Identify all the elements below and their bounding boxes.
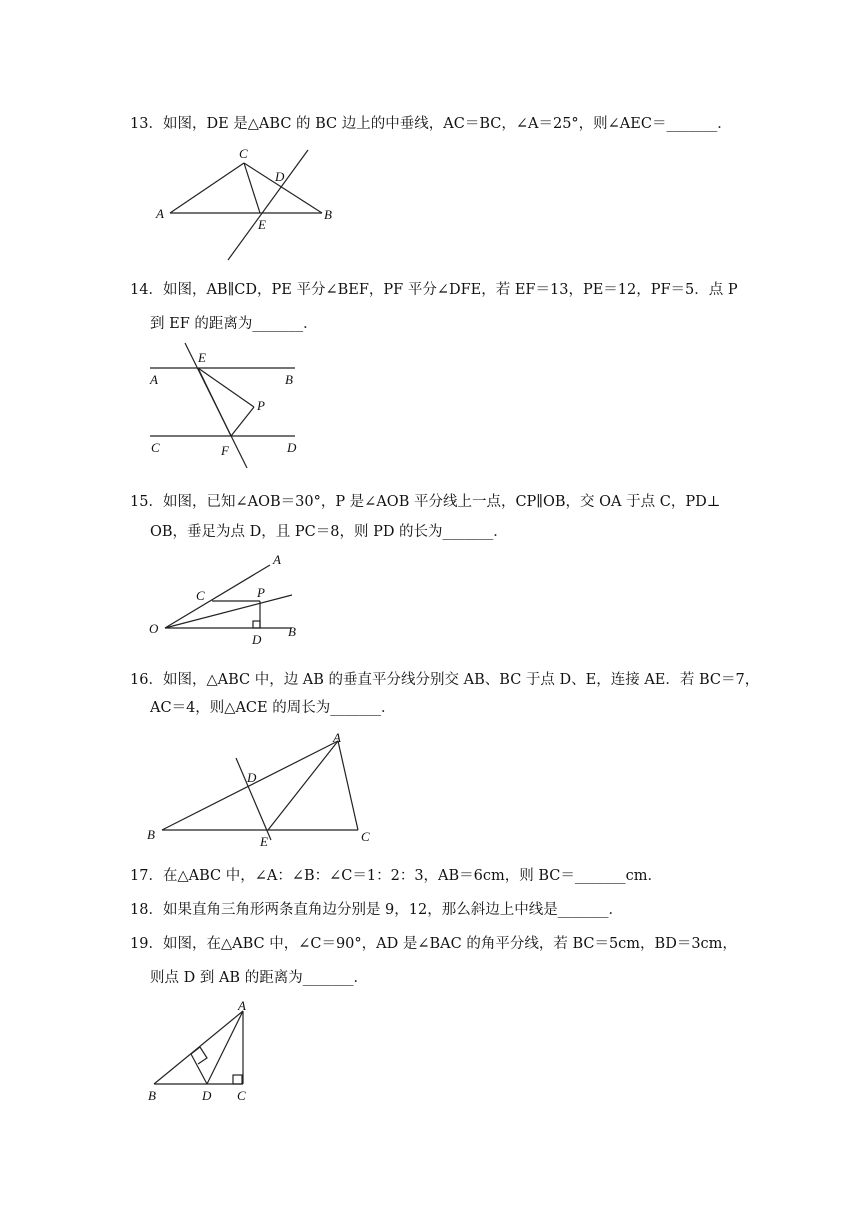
q13-label-b: B — [324, 207, 332, 222]
q13-segment-ac — [170, 163, 244, 213]
q15-label-p: P — [257, 585, 265, 600]
q14-label-b: B — [285, 372, 293, 387]
q19-label-d: D — [202, 1088, 212, 1103]
q15-right-angle-mark — [253, 621, 260, 628]
question-15-line-1: 15．如图，已知∠AOB＝30°，P 是∠AOB 平分线上一点，CP∥OB，交 OA 于点 C，PD⊥ — [130, 494, 721, 510]
q19-label-c: C — [237, 1088, 246, 1103]
q13-label-d: D — [275, 169, 285, 184]
question-16-line-1: 16．如图，△ABC 中，边 AB 的垂直平分线分别交 AB、BC 于点 D、E，连接 AE．若 BC＝7， — [130, 672, 760, 688]
q13-label-c: C — [239, 146, 248, 161]
q14-label-f: F — [221, 443, 229, 458]
q15-bisector — [165, 595, 292, 628]
question-17-line-1: 17．在△ABC 中，∠A：∠B：∠C＝1：2：3，AB＝6cm，则 BC＝_______cm． — [130, 868, 663, 884]
q13-label-a: A — [156, 206, 164, 221]
figure-14 — [145, 340, 315, 475]
q14-label-d: D — [287, 440, 297, 455]
q15-label-a: A — [273, 552, 281, 567]
question-18-line-1: 18．如果直角三角形两条直角边分别是 9，12，那么斜边上中线是_______． — [130, 902, 623, 918]
question-13-line-1: 13．如图，DE 是△ABC 的 BC 边上的中垂线，AC＝BC，∠A＝25°，则∠AEC＝_______． — [130, 116, 732, 132]
q14-label-a: A — [150, 372, 158, 387]
q16-label-d: D — [247, 770, 257, 785]
q13-segment-ce — [244, 163, 260, 213]
figure-19 — [140, 998, 270, 1108]
q19-segment-ad — [207, 1011, 243, 1084]
q19-right-angle-mark-c — [233, 1075, 242, 1084]
q16-segment-ae — [268, 741, 338, 830]
q19-label-a: A — [238, 998, 246, 1013]
q13-label-e: E — [258, 217, 266, 232]
figure-15 — [140, 548, 315, 648]
q15-label-d: D — [252, 632, 262, 647]
q19-label-b: B — [148, 1088, 156, 1103]
q14-label-e: E — [198, 350, 206, 365]
question-14-line-2: 到 EF 的距离为_______． — [150, 316, 318, 332]
q14-segment-pf — [231, 407, 254, 436]
question-19-line-1: 19．如图，在△ABC 中，∠C＝90°，AD 是∠BAC 的角平分线，若 BC＝5cm，BD＝3cm， — [130, 936, 737, 952]
q15-label-b: B — [288, 624, 296, 639]
figure-13 — [150, 144, 340, 264]
question-19-line-2: 则点 D 到 AB 的距离为_______． — [150, 970, 368, 986]
q19-right-angle-mark-ab — [191, 1047, 207, 1064]
question-15-line-2: OB，垂足为点 D，且 PC＝8，则 PD 的长为_______． — [150, 524, 508, 540]
q16-label-b: B — [147, 827, 155, 842]
question-16-line-2: AC＝4，则△ACE 的周长为_______． — [150, 700, 396, 716]
q15-label-o: O — [149, 621, 159, 636]
q14-segment-ep — [198, 368, 254, 407]
q16-segment-ac — [338, 741, 358, 830]
q14-segment-ef — [198, 368, 231, 436]
q15-ray-oa — [165, 565, 270, 628]
q16-label-a: A — [333, 730, 341, 745]
q14-label-p: P — [257, 398, 265, 413]
q16-label-e: E — [260, 834, 268, 849]
figure-16 — [140, 728, 380, 853]
q19-perpendicular-from-d — [191, 1054, 207, 1084]
q15-label-c: C — [196, 588, 205, 603]
q16-segment-ba — [162, 741, 338, 830]
question-14-line-1: 14．如图，AB∥CD，PE 平分∠BEF，PF 平分∠DFE，若 EF＝13，PE＝12，PF＝5．点 P — [130, 282, 738, 298]
q14-label-c: C — [151, 440, 160, 455]
q16-label-c: C — [361, 829, 370, 844]
q13-line-de — [228, 150, 308, 260]
